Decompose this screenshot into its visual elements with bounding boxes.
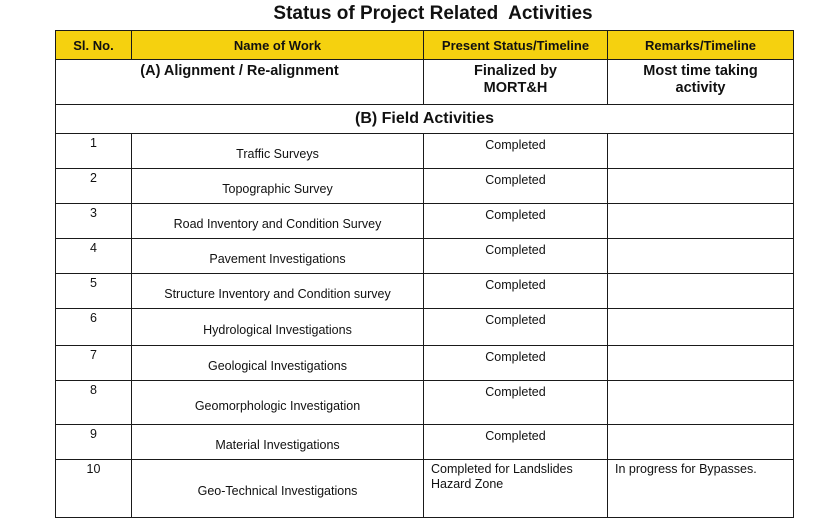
header-sl-no: Sl. No. [56,31,132,60]
table-row [56,134,794,169]
table-row [56,381,794,425]
table-row [56,425,794,460]
table-row [56,274,794,309]
cell-name-of-work: Structure Inventory and Condition survey [132,274,424,309]
cell-remarks [608,346,794,381]
cell-sl-no: 10 [56,460,132,518]
header-name-of-work: Name of Work [132,31,424,60]
table-row [56,460,794,518]
cell-name-of-work: Geo-Technical Investigations [132,460,424,518]
cell-status: Completed [424,274,608,309]
section-a-status [424,60,608,105]
cell-sl-no: 6 [56,309,132,346]
table-row [56,204,794,239]
cell-remarks [608,274,794,309]
cell-sl-no: 9 [56,425,132,460]
cell-remarks [608,169,794,204]
cell-name-of-work: Hydrological Investigations [132,309,424,346]
section-a-status-line1: Finalized by [474,63,557,79]
header-remarks: Remarks/Timeline [608,31,794,60]
cell-name-of-work: Topographic Survey [132,169,424,204]
cell-remarks [608,134,794,169]
section-a-remarks-line2: activity [675,80,726,96]
table-row [56,346,794,381]
cell-remarks [608,425,794,460]
cell-status [424,460,608,518]
table-row [56,169,794,204]
status-table [55,30,794,518]
cell-name-of-work: Traffic Surveys [132,134,424,169]
cell-status: Completed [424,381,608,425]
cell-name-of-work: Geological Investigations [132,346,424,381]
cell-status-line1: Completed for Landslides [431,462,573,476]
cell-name-of-work: Road Inventory and Condition Survey [132,204,424,239]
cell-sl-no: 1 [56,134,132,169]
cell-sl-no: 4 [56,239,132,274]
page-title: Status of Project Related Activities [273,3,593,24]
section-a-row [56,60,794,105]
cell-remarks: In progress for Bypasses. [608,460,794,518]
cell-remarks [608,309,794,346]
cell-status: Completed [424,309,608,346]
table-row [56,239,794,274]
cell-remarks [608,239,794,274]
cell-sl-no: 7 [56,346,132,381]
cell-status: Completed [424,425,608,460]
cell-name-of-work: Geomorphologic Investigation [132,381,424,425]
cell-status: Completed [424,346,608,381]
cell-sl-no: 2 [56,169,132,204]
section-b-label: (B) Field Activities [56,105,794,134]
section-a-remarks-line1: Most time taking [643,63,758,79]
table-header-row [56,31,794,60]
section-b-row [56,105,794,134]
cell-status: Completed [424,134,608,169]
section-a-label: (A) Alignment / Re-alignment [56,60,424,105]
cell-status-line2: Hazard Zone [431,477,504,491]
cell-name-of-work: Pavement Investigations [132,239,424,274]
cell-remarks [608,204,794,239]
cell-name-of-work: Material Investigations [132,425,424,460]
table-row [56,309,794,346]
section-a-status-line2: MORT&H [483,80,548,96]
section-a-remarks [608,60,794,105]
cell-sl-no: 3 [56,204,132,239]
cell-sl-no: 5 [56,274,132,309]
cell-sl-no: 8 [56,381,132,425]
cell-remarks [608,381,794,425]
cell-status: Completed [424,169,608,204]
cell-status: Completed [424,204,608,239]
header-present-status: Present Status/Timeline [424,31,608,60]
cell-status: Completed [424,239,608,274]
